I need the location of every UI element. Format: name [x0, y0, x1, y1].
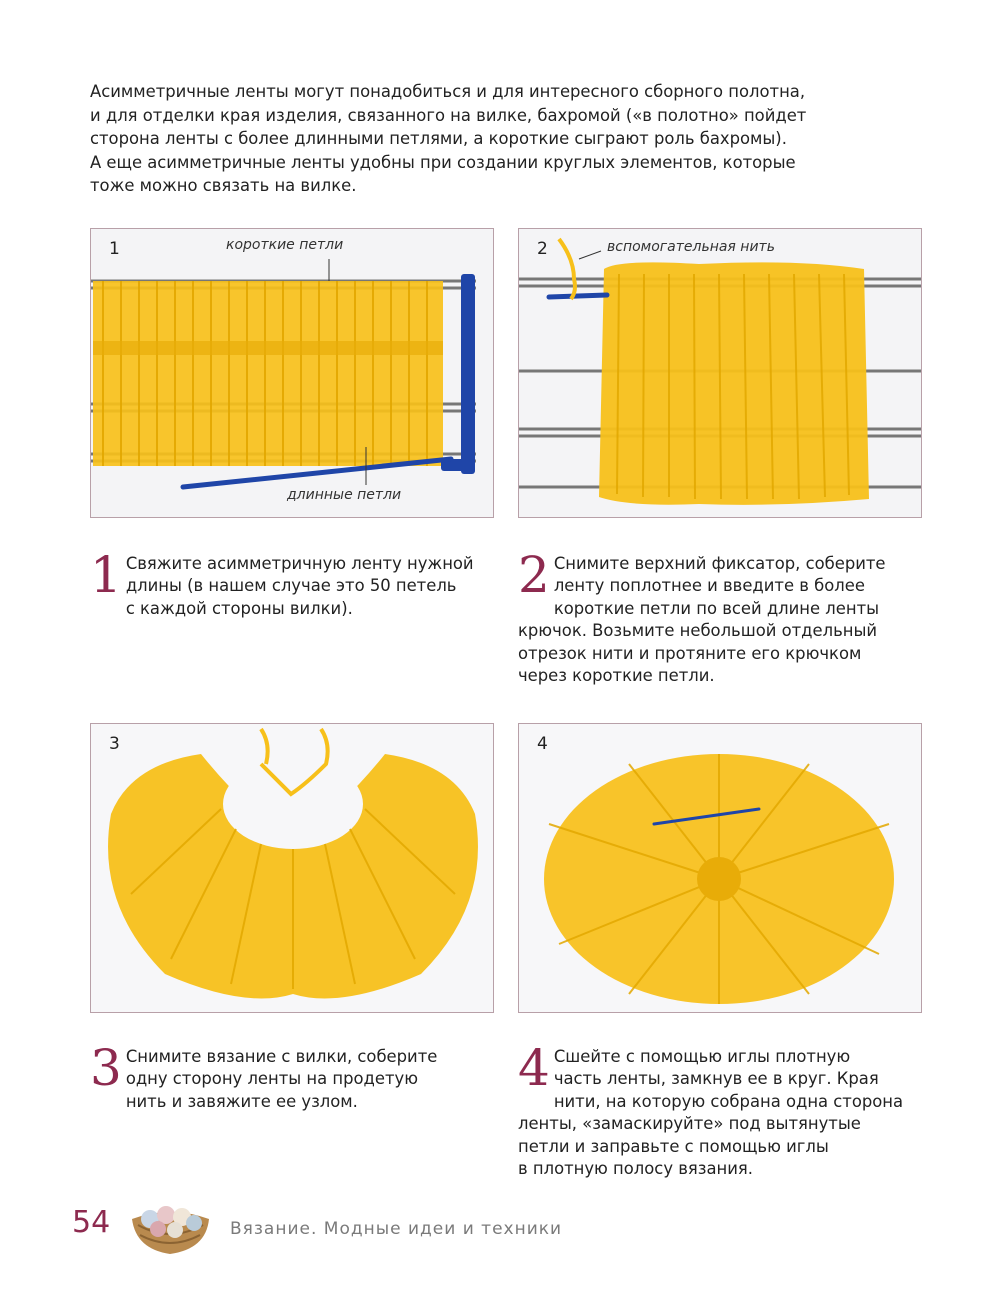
step-number: 1 [90, 546, 122, 604]
photo-number: 2 [537, 239, 548, 259]
intro-line: тоже можно связать на вилке. [90, 176, 357, 195]
step-text-line: через короткие петли. [518, 666, 715, 686]
step-text-line: нить и завяжите ее узлом. [125, 1091, 358, 1111]
intro-line: Асимметричные ленты могут понадобиться и для интересного сборного полотна, [90, 82, 806, 101]
page-number: 54 [72, 1205, 111, 1240]
photo-number: 3 [109, 734, 120, 754]
step-4 [518, 1039, 928, 1180]
step-number: 4 [518, 1039, 550, 1097]
photo-1 [90, 228, 494, 518]
step-text-line: ленту поплотнее и введите в более [553, 576, 865, 596]
label-long-loops: длинные петли [287, 487, 402, 503]
label-auxiliary-thread: вспомогательная нить [607, 239, 775, 255]
photo-3-illustration [91, 724, 494, 1013]
step-3 [90, 1039, 500, 1113]
photo-2-illustration [519, 229, 922, 518]
step-text-line: нити, на которую собрана одна сторона [553, 1091, 904, 1111]
step-text-line: Снимите верхний фиксатор, соберите [553, 554, 886, 573]
photo-4 [518, 723, 922, 1013]
photo-number: 4 [537, 734, 548, 754]
photo-number: 1 [109, 239, 120, 259]
intro-line: и для отделки края изделия, связанного на вилке, бахромой («в полотно» пойдет [90, 105, 807, 125]
step-text-line: короткие петли по всей длине ленты [553, 598, 880, 618]
step-2 [518, 546, 928, 687]
step-text-line: Свяжите асимметричную ленту нужной [125, 554, 474, 573]
step-text-line: длины (в нашем случае это 50 петель [125, 576, 457, 596]
step-text-line: отрезок нити и протяните его крючком [518, 643, 862, 663]
intro-line: А еще асимметричные ленты удобны при создании круглых элементов, которые [90, 152, 796, 172]
book-title: Вязание. Модные идеи и техники [230, 1219, 563, 1239]
step-text-line: с каждой стороны вилки). [125, 598, 353, 618]
step-text-line: петли и заправьте с помощью иглы [518, 1136, 829, 1156]
photo-1-illustration [91, 229, 494, 518]
step-text-line: часть ленты, замкнув ее в круг. Края [553, 1069, 879, 1089]
step-number: 3 [90, 1039, 122, 1097]
yarn-basket-icon [128, 1197, 213, 1261]
step-text-line: Сшейте с помощью иглы плотную [553, 1047, 851, 1066]
photo-2 [518, 228, 922, 518]
step-text-line: Снимите вязание с вилки, соберите [125, 1047, 438, 1066]
step-text-line: ленты, «замаскируйте» под вытянутые [518, 1114, 861, 1134]
intro-line: сторона ленты с более длинными петлями, а короткие сыграют роль бахромы). [90, 129, 787, 148]
step-1 [90, 546, 500, 620]
step-text-line: в плотную полосу вязания. [518, 1159, 753, 1179]
intro-paragraph [90, 80, 890, 198]
label-short-loops: короткие петли [226, 237, 344, 253]
step-text-line: крючок. Возьмите небольшой отдельный [518, 621, 878, 641]
photo-3 [90, 723, 494, 1013]
step-number: 2 [518, 546, 550, 604]
photo-4-illustration [519, 724, 922, 1013]
step-text-line: одну сторону ленты на продетую [125, 1069, 419, 1089]
